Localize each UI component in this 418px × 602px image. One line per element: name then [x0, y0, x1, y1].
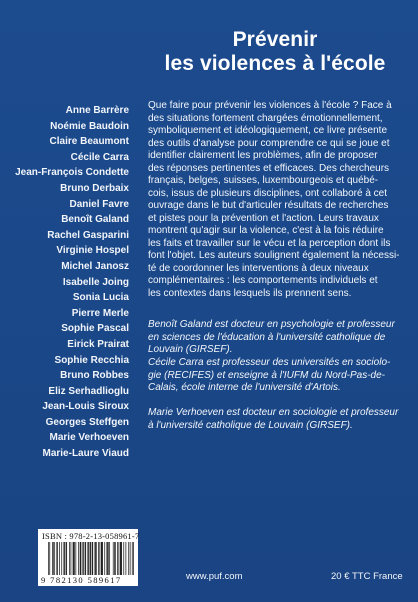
barcode-bar: [53, 542, 54, 575]
author-name: Michel Janosz: [61, 260, 129, 272]
barcode-bar: [80, 542, 81, 575]
bio-line: Louvain (GIRSEF).: [148, 344, 233, 355]
barcode-bar: [61, 542, 62, 575]
barcode-bar: [95, 542, 96, 575]
description-line: té de coordonner les interventions à deux niveaux: [148, 262, 369, 274]
barcode-bar: [56, 542, 57, 575]
barcode-bar: [92, 542, 93, 575]
author-name: Sophie Pascal: [61, 323, 129, 335]
bio-galand: [148, 319, 408, 357]
bio-line: Benoît Galand est docteur en psychologie et professeur: [148, 319, 395, 330]
barcode-bar: [83, 542, 84, 575]
barcode-bar: [132, 542, 133, 575]
author-name: Bruno Robbes: [60, 370, 129, 382]
author-name: Virginie Hospel: [56, 245, 129, 257]
barcode-bar: [101, 542, 102, 575]
barcode-bar: [69, 542, 70, 575]
author-name: Daniel Favre: [69, 198, 129, 210]
barcode-bar: [82, 542, 83, 575]
bio-line: Cécile Carra est professeur des universités en sociolo-: [148, 357, 391, 368]
book-title: [140, 28, 410, 76]
description-line: cois, issus de plusieurs disciplines, ont collaboré à cet: [148, 187, 388, 199]
barcode-bar: [73, 542, 74, 575]
bio-line: gie (RECIFES) et enseigne à l'IUFM du Nord-Pas-de-: [148, 369, 385, 381]
author-name: Jean-François Condette: [15, 167, 129, 179]
author-name: Rachel Gasparini: [47, 229, 129, 241]
barcode-bar: [52, 542, 53, 575]
barcode-bar: [104, 542, 105, 575]
barcode-bar: [117, 542, 118, 575]
description-line: complémentaires : les comportements individuels et: [148, 275, 378, 286]
barcode-bar: [49, 542, 50, 575]
barcode-bar: [98, 542, 99, 575]
description-line: et pistes pour la prévention et l'action. Leurs travaux: [148, 212, 379, 224]
barcode-bar: [128, 542, 129, 575]
barcode-bar: [75, 542, 76, 575]
description-line: symboliquement et idéologiquement, ce livre présente: [148, 125, 388, 136]
barcode-bar: [102, 542, 103, 575]
barcode-bar: [57, 542, 58, 575]
barcode-bar: [85, 542, 86, 575]
author-name: Anne Barrère: [65, 105, 129, 116]
barcode-bar: [121, 542, 122, 575]
barcode-bar: [64, 542, 65, 575]
barcode-bar: [120, 542, 121, 575]
barcode-bar: [66, 542, 67, 575]
bio-verhoeven: [148, 407, 408, 432]
title-line-2: les violences à l'école: [164, 52, 386, 75]
barcode-bar: [130, 542, 131, 575]
bio-carra: [148, 357, 408, 395]
barcode-bar: [73, 542, 74, 575]
author-list: [0, 103, 129, 462]
description-line: français, belges, suisses, luxembourgeois et québé-: [148, 175, 379, 186]
barcode-bar: [88, 542, 89, 575]
author-name: Jean-Louis Siroux: [42, 401, 129, 413]
bio-line: Marie Verhoeven est docteur en sociologie et professeur: [148, 407, 399, 418]
barcode-bar: [85, 542, 86, 575]
barcode-icon: [48, 542, 134, 575]
description-line: des réponses pertinentes et efficaces. Des chercheurs: [148, 162, 390, 174]
author-name: Georges Steffgen: [45, 416, 129, 428]
barcode-bar: [118, 542, 119, 575]
barcode-bar: [71, 542, 72, 575]
author-name: Sophie Recchia: [54, 354, 129, 366]
barcode-bar: [87, 542, 88, 575]
author-name: Cécile Carra: [70, 151, 129, 163]
barcode-bar: [59, 542, 60, 575]
barcode-bar: [92, 542, 93, 575]
author-name: Isabelle Joing: [62, 276, 129, 288]
author-name: Eliz Serhadlioglu: [48, 385, 129, 397]
barcode-bar: [66, 542, 67, 575]
barcode-bar: [90, 542, 91, 575]
barcode-bar: [107, 542, 108, 575]
description-line: montrent qu'agir sur la violence, c'est à la fois réduire: [148, 225, 384, 236]
author-name: Bruno Derbaix: [60, 182, 129, 194]
book-description: [148, 100, 408, 300]
isbn-text: ISBN : 978-2-13-058961-7: [42, 531, 140, 541]
author-name: Marie-Laure Viaud: [42, 448, 129, 460]
barcode-bar: [78, 542, 79, 575]
barcode-bar: [96, 542, 97, 575]
publisher-website: www.puf.com: [186, 571, 243, 582]
barcode-bar: [64, 542, 65, 575]
description-line: ouvrage dans le but d'articuler résultats de recherches: [148, 200, 389, 211]
barcode-bar: [95, 542, 96, 575]
author-name: Benoît Galand: [61, 214, 129, 226]
barcode-bar: [121, 542, 122, 575]
barcode-bar: [108, 542, 109, 575]
author-name: Pierre Merle: [71, 307, 129, 319]
description-line: Que faire pour prévenir les violences à l'école ? Face à: [148, 100, 392, 111]
description-line: les faits et travailler sur le vécu et la perception dont ils: [148, 237, 391, 249]
title-line-1: Prévenir: [232, 28, 318, 51]
barcode-bar: [113, 542, 114, 575]
barcode-bar: [115, 542, 116, 575]
author-name: Eirick Prairat: [67, 338, 129, 350]
barcode-bar: [107, 542, 108, 575]
description-line: des situations fortement chargées émotionnellement,: [148, 112, 383, 124]
bio-line: en sciences de l'éducation à l'université catholique de: [148, 331, 386, 343]
bio-line: Calais, école interne de l'université d'Artois.: [148, 382, 341, 393]
barcode-bar: [102, 542, 103, 575]
description-line: des outils d'analyse pour comprendre ce qui se joue et: [148, 137, 390, 149]
barcode-bar: [114, 542, 115, 575]
author-name: Noémie Baudoin: [50, 120, 129, 132]
barcode-bar: [99, 542, 100, 575]
description-line: font l'objet. Les auteurs soulignent également la nécessi-: [148, 250, 400, 261]
barcode-bar: [54, 542, 55, 575]
barcode-bar: [109, 542, 110, 575]
author-name: Marie Verhoeven: [49, 432, 129, 444]
author-name: Claire Beaumont: [49, 136, 129, 148]
barcode-bar: [74, 542, 75, 575]
description-line: identifier clairement les problèmes, afin de proposer: [148, 150, 378, 161]
description-line: les contextes dans lesquels ils prennent sens.: [148, 287, 352, 299]
ean-digits: 9 782130 589617: [41, 575, 122, 585]
barcode-bar: [90, 542, 91, 575]
barcode-bar: [48, 542, 49, 575]
barcode-bar: [126, 542, 127, 575]
barcode-bar: [80, 542, 81, 575]
bio-line: à l'université catholique de Louvain (GIRSEF).: [148, 419, 353, 431]
barcode-bar: [123, 542, 124, 575]
author-name: Sonia Lucia: [72, 292, 129, 304]
barcode-bar: [133, 542, 134, 575]
price-label: 20 € TTC France: [331, 571, 403, 582]
barcode-label: [38, 529, 138, 586]
